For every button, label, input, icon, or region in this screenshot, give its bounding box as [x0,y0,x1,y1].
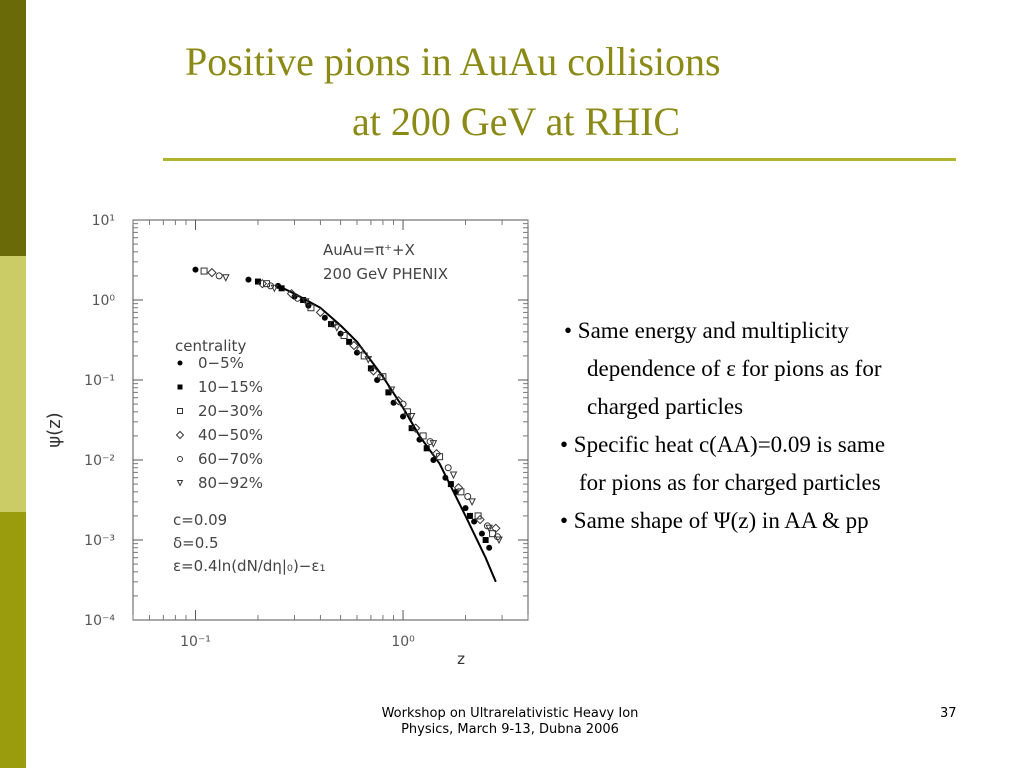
theory-curve [278,286,496,582]
data-point-series-2 [368,365,374,371]
data-point-series-5 [445,465,451,471]
annotation-reaction: AuAu=π⁺+X [323,241,415,259]
legend-marker-6 [178,481,183,486]
legend-marker-4 [177,432,184,439]
data-point-series-6 [334,325,340,331]
data-point-series-3 [201,268,207,274]
legend-label-3: 20−30% [198,402,263,420]
data-point-series-1 [338,331,344,337]
bullet-1-line-3: charged particles [587,394,744,419]
data-point-series-2 [483,537,489,543]
data-point-series-1 [391,400,397,406]
data-point-series-1 [416,437,422,443]
data-point-series-1 [245,277,251,283]
y-tick-label: 10⁻² [84,453,115,469]
annotation-experiment: 200 GeV PHENIX [323,265,449,283]
legend-label-4: 40−50% [198,426,263,444]
y-tick-label: 10⁻⁴ [84,613,115,629]
data-point-series-1 [374,377,380,383]
data-point-series-1 [479,531,485,537]
legend-title: centrality [175,337,247,355]
data-point-series-2 [448,481,454,487]
x-tick-label: 10⁰ [391,634,415,650]
side-band-middle [0,256,26,512]
legend-marker-5 [178,457,183,462]
legend-label-2: 10−15% [198,378,263,396]
data-point-series-6 [223,275,229,281]
footer-line-2: Physics, March 9-13, Dubna 2006 [401,722,619,737]
side-band-top [0,0,26,256]
bullet-2-line-2: for pions as for charged particles [579,470,881,495]
y-tick-label: 10⁻³ [84,533,115,549]
x-tick-label: 10⁻¹ [180,634,211,650]
data-point-series-6 [450,472,456,478]
legend-label-6: 80−92% [198,474,263,492]
data-point-series-1 [442,475,448,481]
y-axis-label: ψ(z) [44,412,65,448]
slide-title-line-1: Positive pions in AuAu collisions [185,39,721,84]
psi-z-chart [40,196,540,676]
param-delta: δ=0.5 [173,534,219,552]
data-point-series-2 [424,445,430,451]
data-point-series-6 [469,499,475,505]
param-c: c=0.09 [173,511,228,529]
legend-marker-3 [178,409,183,414]
legend-marker-1 [178,361,183,366]
title-rule [163,158,956,161]
x-axis-label: z [457,650,465,668]
bullet-3-line-1: • Same shape of Ψ(z) in AA & pp [560,508,869,533]
param-epsilon: ε=0.4ln(dN/dη|₀)−ε₁ [173,557,326,575]
y-tick-label: 10⁻¹ [84,373,115,389]
y-tick-label: 10¹ [91,213,115,229]
data-point-series-2 [467,513,473,519]
slide-title-line-2: at 200 GeV at RHIC [352,99,681,144]
data-point-series-1 [192,267,198,273]
y-tick-label: 10⁰ [91,293,115,309]
side-band-bottom [0,512,26,768]
page-number: 37 [940,706,957,721]
legend-label-5: 60−70% [198,450,263,468]
legend-marker-2 [178,385,183,390]
footer-line-1: Workshop on Ultrarelativistic Heavy Ion [381,706,639,721]
bullet-list [560,312,885,540]
footer [330,706,690,738]
bullet-1-line-1: • Same energy and multiplicity [564,318,849,343]
data-point-series-1 [322,315,328,321]
data-point-series-5 [216,273,222,279]
data-point-series-1 [430,457,436,463]
data-point-series-4 [476,516,484,524]
data-point-series-1 [463,505,469,511]
bullet-2-line-1: • Specific heat c(AA)=0.09 is same [560,432,886,457]
bullet-1-line-2: dependence of ε for pions as for [587,356,882,381]
data-point-series-2 [279,285,285,291]
legend-label-1: 0−5% [198,354,244,372]
data-point-series-1 [486,545,492,551]
data-point-series-4 [208,269,216,277]
